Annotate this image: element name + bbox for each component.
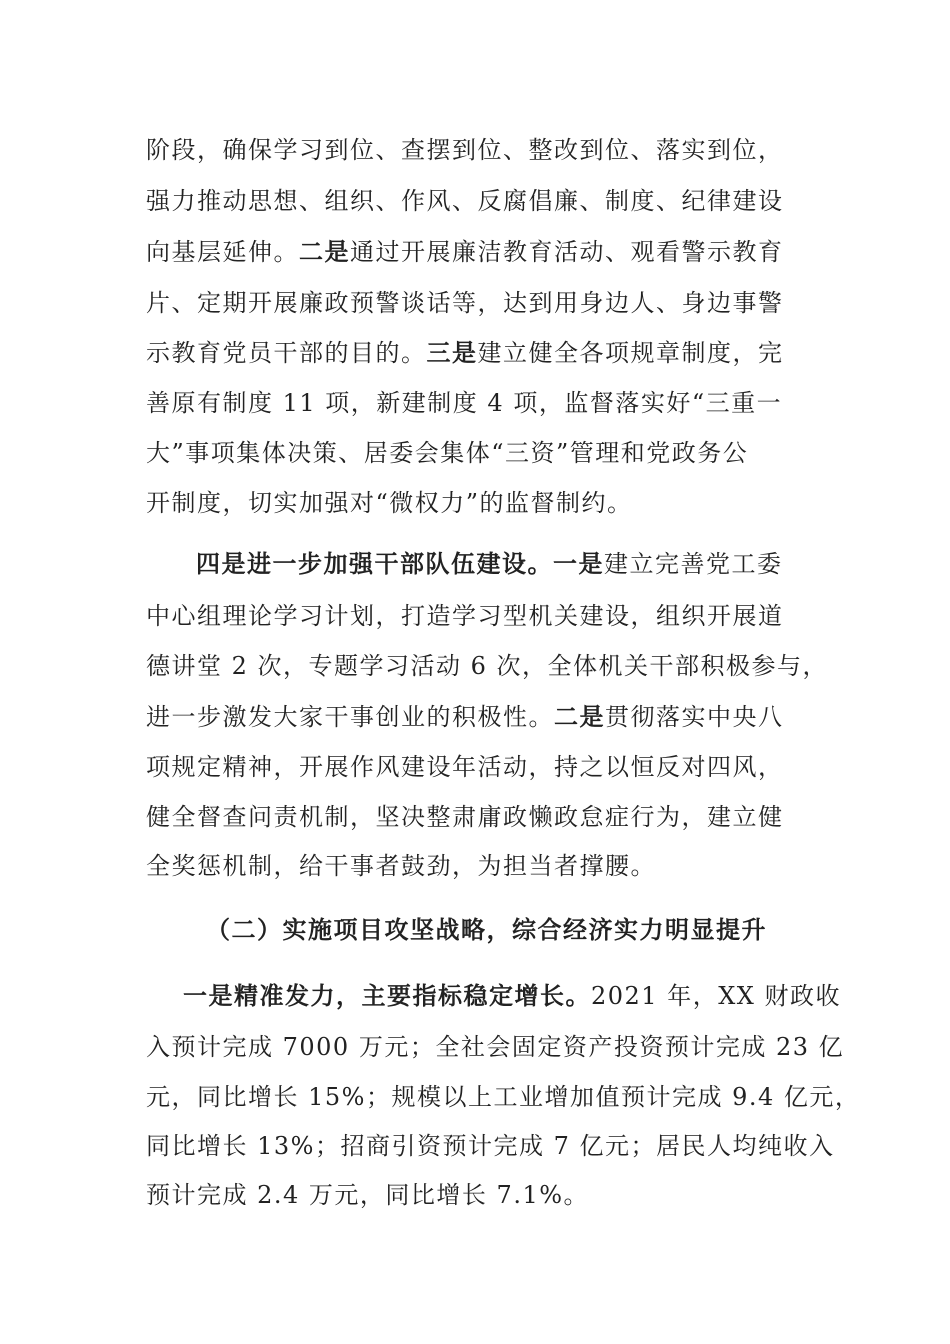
bold-text-run: 二是 — [299, 237, 350, 266]
paragraph-line — [146, 1129, 835, 1163]
text-run: 大”事项集体决策、居委会集体“三资”管理和党政务公 — [146, 439, 749, 467]
paragraph-line — [146, 235, 784, 269]
bold-text-run: 三是 — [426, 338, 478, 367]
bold-text-run: （二）实施项目攻坚战略，综合经济实力明显提升 — [206, 915, 767, 944]
text-run: 中心组理论学习计划，打造学习型机关建设，组织开展道 — [146, 602, 784, 630]
text-run: 贯彻落实中央八 — [605, 703, 784, 731]
text-run: 2021 年，XX 财政收 — [591, 982, 842, 1010]
text-run: 示教育党员干部的目的。 — [146, 339, 427, 367]
text-run: 建立完善党工委 — [604, 550, 783, 578]
paragraph-line — [183, 979, 841, 1013]
text-run: 开制度，切实加强对“微权力”的监督制约。 — [146, 489, 633, 517]
paragraph-line — [146, 1030, 844, 1064]
paragraph-line — [196, 547, 783, 581]
paragraph-line — [146, 286, 784, 320]
text-run: 元，同比增长 15%；规模以上工业增加值预计完成 9.4 亿元， — [146, 1083, 861, 1111]
paragraph-line — [146, 700, 784, 734]
paragraph-line — [146, 1080, 860, 1114]
bold-text-run: 一是精准发力，主要指标稳定增长。 — [183, 981, 591, 1010]
text-run: 德讲堂 2 次，专题学习活动 6 次，全体机关干部积极参与， — [146, 652, 829, 680]
text-run: 同比增长 13%；招商引资预计完成 7 亿元；居民人均纯收入 — [146, 1132, 835, 1160]
paragraph-line — [146, 1178, 589, 1212]
paragraph-line — [146, 800, 784, 834]
bold-text-run: 二是 — [554, 702, 605, 731]
text-run: 建立健全各项规章制度，完 — [477, 339, 784, 367]
text-run: 预计完成 2.4 万元，同比增长 7.1%。 — [146, 1181, 590, 1209]
text-run: 入预计完成 7000 万元；全社会固定资产投资预计完成 23 亿 — [146, 1033, 845, 1061]
section-heading — [206, 913, 767, 947]
paragraph-line — [146, 599, 784, 633]
text-run: 健全督查问责机制，坚决整肃庸政懒政怠症行为，建立健 — [146, 803, 784, 831]
text-run: 项规定精神，开展作风建设年活动，持之以恒反对四风， — [146, 753, 784, 781]
paragraph-line — [146, 336, 784, 370]
paragraph-line — [146, 184, 784, 218]
paragraph-line — [146, 436, 748, 470]
paragraph-line — [146, 486, 633, 520]
text-run: 进一步激发大家干事创业的积极性。 — [146, 703, 554, 731]
text-run: 全奖惩机制，给干事者鼓劲，为担当者撑腰。 — [146, 852, 656, 880]
text-run: 强力推动思想、组织、作风、反腐倡廉、制度、纪律建设 — [146, 187, 784, 215]
paragraph-line — [146, 849, 656, 883]
text-run: 向基层延伸。 — [146, 238, 299, 266]
paragraph-line — [146, 750, 784, 784]
text-run: 通过开展廉洁教育活动、观看警示教育 — [350, 238, 784, 266]
paragraph-line — [146, 386, 782, 420]
text-run: 片、定期开展廉政预警谈话等，达到用身边人、身边事警 — [146, 289, 784, 317]
text-run: 阶段，确保学习到位、查摆到位、整改到位、落实到位， — [146, 136, 784, 164]
bold-text-run: 四是进一步加强干部队伍建设。一是 — [196, 549, 604, 578]
paragraph-line — [146, 649, 828, 683]
paragraph-line — [146, 133, 784, 167]
text-run: 善原有制度 11 项，新建制度 4 项，监督落实好“三重一 — [146, 389, 783, 417]
